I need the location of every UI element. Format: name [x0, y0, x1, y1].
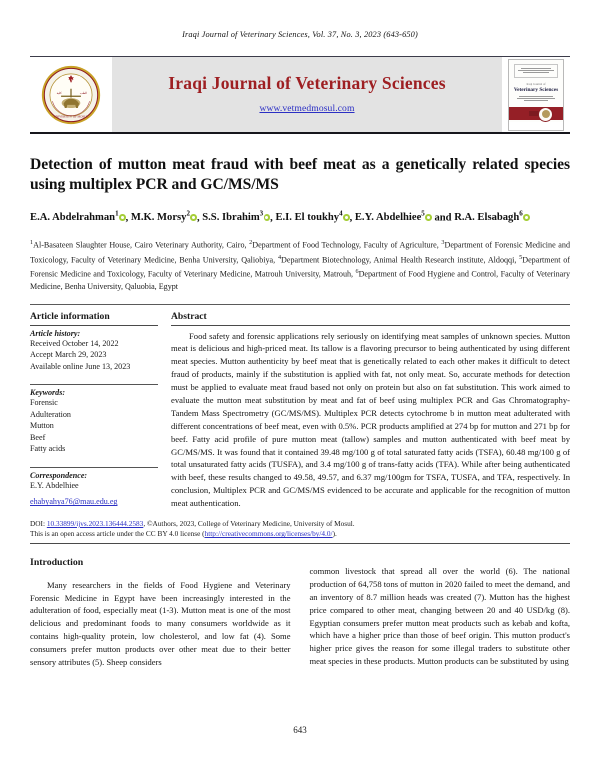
author-item[interactable]: E.A. Abdelrahman$^1$ — [30, 212, 126, 223]
abstract-column — [171, 309, 570, 510]
author-item[interactable]: S.S. Ibrahim$^3$ — [202, 212, 270, 223]
author-item[interactable]: M.K. Morsy$^2$ — [131, 212, 197, 223]
keywords-list — [30, 397, 158, 454]
svg-text:V: V — [68, 75, 74, 85]
license-line — [30, 529, 570, 539]
orcid-icon[interactable] — [343, 214, 350, 221]
svg-text:الطب: الطب — [79, 90, 88, 95]
license-suffix: ). — [332, 529, 337, 539]
correspondence-name: E.Y. Abdelhiee — [30, 480, 79, 490]
author-affil-marker: 3 — [259, 209, 264, 218]
journal-cover — [502, 57, 570, 132]
svg-text:UNIVERSITY OF MOSUL: UNIVERSITY OF MOSUL — [53, 113, 89, 118]
introduction-left-column — [30, 557, 291, 677]
keywords-block — [30, 384, 158, 455]
author-item[interactable]: R.A. Elsabagh$^6$ — [454, 212, 530, 223]
cover-supertitle: Iraqi Journal of — [526, 81, 546, 86]
keywords-label: Keywords: — [30, 387, 66, 397]
doi-license-block — [30, 519, 570, 544]
abstract-heading: Abstract — [171, 309, 570, 326]
cover-top-box — [514, 64, 558, 78]
article-information-column — [30, 309, 158, 510]
veterinary-seal-icon — [40, 64, 102, 126]
introduction-paragraph: Many researchers in the fields of Food Hygiene and Veterinary Forensic Medicine in Egypt have been increasingly interested in the adulteration of food, especially meat (1-3). Mutton meat is one of the most delicious and predominant foods to many consumers worldwide as it contains high-quality protein, low cholesterol, and low fat (4). Some consumers prefer mutton products over other meat due to their better sensory attributes (5). Sheep considers — [30, 579, 291, 667]
authors-line: E.A. Abdelrahman$^1$ , M.K. Morsy$^2$ , S.S. Ibrahim$^3$ , E.I. El toukhy$^4$ , E.Y. Abdelhiee$^5$ and R.A. Elsabagh$^6$ — [30, 210, 570, 226]
article-information-heading: Article information — [30, 309, 158, 326]
article-title: Detection of mutton meat fraud with beef meat as a genetically related species using multiplex PCR and GC/MS/MS — [30, 156, 570, 193]
author-affil-marker: 5 — [421, 209, 425, 218]
masthead-center — [112, 57, 502, 132]
journal-title: Iraqi Journal of Veterinary Sciences — [168, 73, 446, 93]
article-history-received: Received October 14, 2022 — [30, 338, 119, 348]
doi-label: DOI: — [30, 519, 47, 528]
keyword-item: Mutton — [30, 421, 54, 431]
orcid-icon[interactable] — [119, 214, 126, 221]
article-history-accepted: Accept March 29, 2023 — [30, 350, 107, 360]
info-abstract-section — [30, 304, 570, 510]
orcid-icon[interactable] — [425, 214, 432, 221]
divider — [30, 384, 158, 385]
journal-cover-thumbnail — [508, 59, 564, 131]
keyword-item: Adulteration — [30, 409, 71, 419]
author-item[interactable]: E.Y. Abdelhiee$^5$ — [355, 212, 432, 223]
introduction-heading: Introduction — [30, 556, 84, 568]
correspondence-block — [30, 467, 158, 509]
article-history-online: Available online June 13, 2023 — [30, 361, 131, 371]
doi-link[interactable]: 10.33899/ijvs.2023.136444.2583 — [46, 519, 144, 528]
cover-red-band — [509, 107, 563, 120]
author-affil-marker: 2 — [186, 209, 190, 218]
running-head: Iraqi Journal of Veterinary Sciences, Vol. 37, No. 3, 2023 (643-650) — [182, 30, 418, 39]
journal-url-link[interactable]: www.vetmedmosul.com — [259, 103, 355, 114]
page-number: 643 — [293, 725, 307, 735]
author-affil-marker: 6 — [519, 209, 523, 218]
doi-line — [30, 519, 570, 529]
introduction-right-column — [310, 557, 571, 677]
article-history-label: Article history: — [30, 328, 81, 338]
journal-masthead — [30, 56, 570, 134]
orcid-icon[interactable] — [523, 214, 530, 221]
introduction-paragraph-continued: common livestock that spread all over the world (6). The national production of 64,758 tons of mutton in 2020 failed to meet the demand, and an inventory of 8.7 million heads was created (7). Mutton has the highest price compared to other meat, changing between 20 and 40 USD/kg (8). Egyptian consumers prefer mutton meat products such as kebab and kofta, which have a higher price than those of beef origin. This mutton product's higher price gives the reason for some illegal traders to substitute other meat species in these products. Mutton products can be substituted by using — [309, 566, 570, 666]
author-item[interactable]: E.I. El toukhy$^4$ — [275, 212, 349, 223]
author-affil-marker: 4 — [339, 209, 343, 218]
license-prefix: This is an open access article under the CC BY 4.0 license ( — [30, 529, 205, 539]
cover-title: Veterinary Sciences — [513, 86, 559, 93]
affiliations: $^1$Al-Basateen Slaughter House, Cairo Veterinary Authority, Cairo, $^2$Department of Food Technology, Faculty of Agriculture, $^3$Department of Forensic Medicine and Toxicology, Faculty of Veterinary Medicine, Benha University, Qaliobiya, $^4$Department Biotechnology, Animal Health Research institute, Aldoqqi, $^5$Department of Forensic Medicine and Toxicology, Faculty of Veterinary Medicine, Matrouh University, Matrouh, $^6$Department of Food Hygiene and Control, Faculty of Veterinary Medicine, Benha University, Qaluobia, Egypt — [30, 239, 570, 291]
orcid-icon[interactable] — [190, 214, 197, 221]
introduction-section — [30, 557, 570, 677]
orcid-icon[interactable] — [264, 214, 271, 221]
copyright-text: , ©Authors, 2023, College of Veterinary Medicine, University of Mosul. — [143, 519, 355, 528]
abstract-text: Food safety and forensic applications rely seriously on identifying meat samples of unknown species. Mutton meat is delicious and high-priced meat. Its tallow is a flavoring precursor to being authenticated by using different meat species. Mutton authenticity by beef meat that is genetically related to each other makes it difficult to detect fraud of products, mainly if the substitution is applied with fat, not only meat. So, accurate methods for detection must be applied to evaluate meat fraud based not only on protein but also on fat substitution. This work aimed to evaluate the mutton meat substitution by meat and fat of beef using multiplex PCR and Gas Chromatography-Tandem Mass Spectrometry (GC/MS/MS). Multiplex PCR detects cytochrome b in mutton meat adulterated with different concentrations of beef meat, even with 0.5%. PCR products amplified at 274 bp for mutton and 271 bp for beef. Fatty acid profile of pure mutton meat (tallow) samples and mutton authenticated with beef meat by GC/MS/MS. It was found that it contained 39.48 mg/100 g of total saturated fatty acids (TSFA), 60.48 mg/100 g of total unsaturated fatty acids (TUSFA), and 3.4 mg/100 g of trans-fatty acids (TFA). While after being authenticated with beef, these results changed to 49.58, 49.57, and 6.37 mg/100gm for TSFA, TUSFA, and TFA, respectively. In conclusion, Multiplex PCR and GC/MS/MS evidenced to be accurate and applicable for the recognition of mutton meat authentication. — [171, 330, 570, 509]
license-link[interactable]: http://creativecommons.org/licenses/by/4.0/ — [204, 529, 333, 539]
divider — [30, 467, 158, 468]
correspondence-email-link[interactable]: ehabyahya76@mau.edu.eg — [30, 497, 118, 507]
cover-seal-icon — [538, 107, 553, 122]
keyword-item: Beef — [30, 432, 46, 442]
author-affil-marker: 1 — [115, 209, 119, 218]
svg-text:كلية: كلية — [56, 90, 62, 95]
correspondence-label: Correspondence: — [30, 470, 88, 480]
journal-logo — [30, 57, 112, 132]
cover-body-lines — [516, 96, 556, 102]
keyword-item: Forensic — [30, 398, 58, 408]
keyword-item: Fatty acids — [30, 444, 66, 454]
